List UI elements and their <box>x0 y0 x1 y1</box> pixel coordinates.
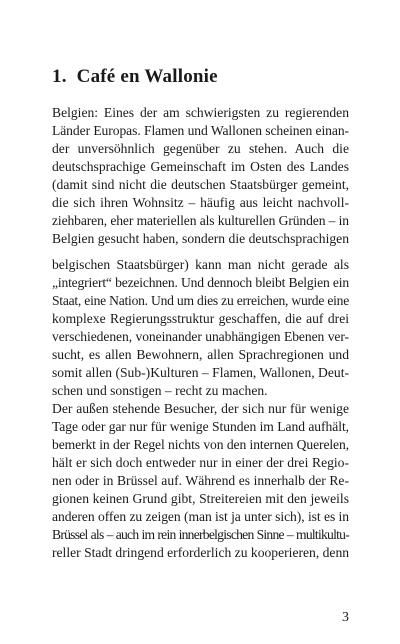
text-line: reller Stadt dringend erforderlich zu kooperieren, denn <box>52 545 350 560</box>
text-line: der unversöhnlich gegenüber zu stehen. Auch die <box>52 141 349 156</box>
body-text <box>52 104 349 562</box>
text-line: Staat, eine Nation. Und um dies zu erreichen, wurde eine <box>52 293 349 308</box>
text-line: Länder Europas. Flamen und Wallonen scheinen einan- <box>52 123 349 138</box>
page-number: 3 <box>342 610 349 625</box>
text-line: bemerkt in der Regel nichts von den internen Querelen, <box>52 437 349 452</box>
text-line: die sich ihren Wohnsitz – häufig aus leicht nachvoll- <box>52 195 349 210</box>
text-line: komplexe Regierungsstruktur geschaffen, die auf drei <box>52 311 349 326</box>
chapter-title: Café en Wallonie <box>76 66 218 87</box>
text-line: „integriert“ bezeichnen. Und dennoch bleibt Belgien ein <box>52 275 349 290</box>
text-line: deutschsprachige Gemeinschaft im Osten des Landes <box>52 159 349 174</box>
text-line: Tage oder gar nur für wenige Stunden im Land aufhält, <box>52 419 349 434</box>
text-line: somit allen (Sub-)Kulturen – Flamen, Wallonen, Deut- <box>52 365 349 380</box>
text-line: sucht, es allen Bewohnern, allen Sprachregionen und <box>52 347 349 362</box>
chapter-heading <box>52 66 218 88</box>
text-line: ziehbaren, eher materiellen als kulturellen Gründen – in <box>52 213 349 228</box>
text-line: verschiedenen, voneinander unabhängigen Ebenen ver- <box>52 329 349 344</box>
text-line: hält er sich doch entweder nur in einer der drei Regio- <box>52 455 349 470</box>
text-line: Belgien gesucht haben, sondern die deutschsprachigen <box>52 231 349 246</box>
chapter-number: 1. <box>52 66 67 87</box>
text-line: nen oder in Brüssel auf. Während es innerhalb der Re- <box>52 473 349 488</box>
text-line: gionen keinen Grund gibt, Streitereien mit den jeweils <box>52 491 349 506</box>
text-line: Belgien: Eines der am schwierigsten zu regierenden <box>52 105 349 120</box>
text-line: Brüssel als – auch im rein innerbelgischen Sinne – multikultu- <box>52 527 349 542</box>
text-line: (damit sind nicht die deutschen Staatsbürger gemeint, <box>52 177 349 192</box>
text-line: schen und sonstigen – recht zu machen. <box>52 383 268 398</box>
text-line: anderen offen zu zeigen (man ist ja unter sich), ist es in <box>52 509 349 524</box>
text-line: belgischen Staatsbürger) kann man nicht gerade als <box>52 257 349 272</box>
text-line: Der außen stehende Besucher, der sich nur für wenige <box>52 401 349 416</box>
